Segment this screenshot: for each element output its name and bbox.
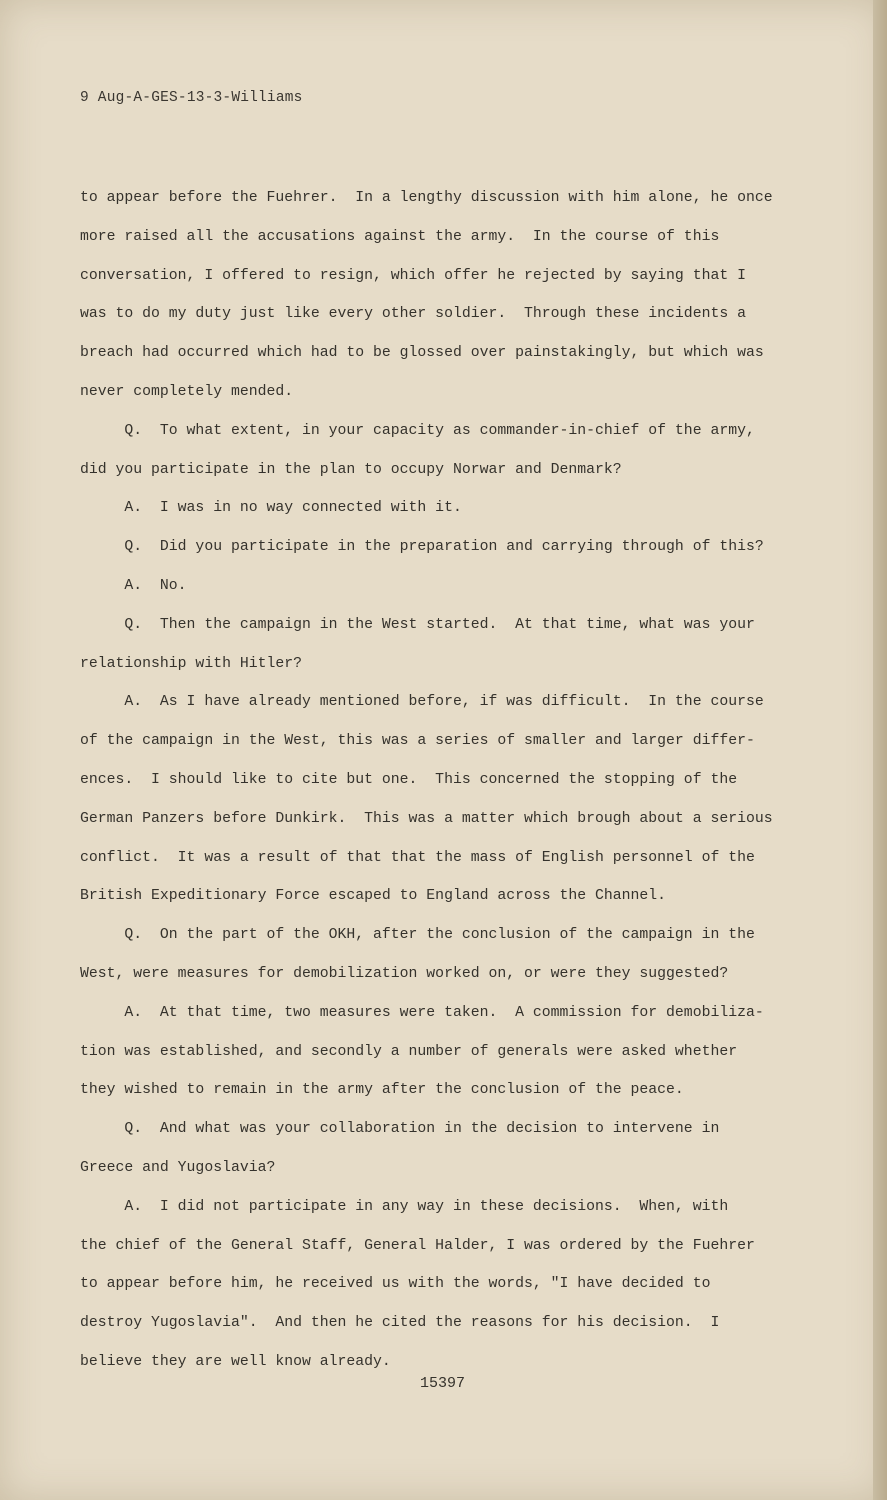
text-line: believe they are well know already. <box>80 1353 391 1370</box>
question-line: Q. Did you participate in the preparation and carrying through of this? <box>80 539 764 556</box>
text-line: they wished to remain in the army after the conclusion of the peace. <box>80 1082 684 1099</box>
question-line: Q. On the part of the OKH, after the conclusion of the campaign in the <box>80 927 755 944</box>
question-line: Q. Then the campaign in the West started. At that time, what was your <box>80 616 755 633</box>
text-line: West, were measures for demobilization worked on, or were they suggested? <box>80 965 729 982</box>
question-line: Q. And what was your collaboration in the decision to intervene in <box>80 1121 720 1138</box>
answer-line: A. I was in no way connected with it. <box>80 500 462 517</box>
text-line: the chief of the General Staff, General Halder, I was ordered by the Fuehrer <box>80 1237 755 1254</box>
page-edge <box>873 0 887 1500</box>
text-line: Greece and Yugoslavia? <box>80 1159 276 1176</box>
question-line: Q. To what extent, in your capacity as commander-in-chief of the army, <box>80 422 755 439</box>
answer-line: A. No. <box>80 577 187 594</box>
transcript-body <box>80 186 825 1389</box>
text-line: was to do my duty just like every other soldier. Through these incidents a <box>80 306 746 323</box>
text-line: ences. I should like to cite but one. This concerned the stopping of the <box>80 771 738 788</box>
answer-line: A. As I have already mentioned before, if was difficult. In the course <box>80 694 764 711</box>
text-line: destroy Yugoslavia". And then he cited the reasons for his decision. I <box>80 1315 720 1332</box>
answer-line: A. I did not participate in any way in these decisions. When, with <box>80 1198 729 1215</box>
text-line: breach had occurred which had to be glossed over painstakingly, but which was <box>80 345 764 362</box>
text-line: conflict. It was a result of that that the mass of English personnel of the <box>80 849 755 866</box>
text-line: never completely mended. <box>80 383 294 400</box>
text-line: British Expeditionary Force escaped to England across the Channel. <box>80 888 667 905</box>
text-line: to appear before the Fuehrer. In a lengthy discussion with him alone, he once <box>80 190 773 206</box>
text-line: to appear before him, he received us with the words, "I have decided to <box>80 1276 711 1293</box>
text-line: more raised all the accusations against the army. In the course of this <box>80 228 720 245</box>
document-header: 9 Aug-A-GES-13-3-Williams <box>80 90 303 106</box>
text-line: German Panzers before Dunkirk. This was a matter which brough about a serious <box>80 810 773 827</box>
text-line: relationship with Hitler? <box>80 655 302 672</box>
text-line: of the campaign in the West, this was a series of smaller and larger differ- <box>80 733 755 750</box>
answer-line: A. At that time, two measures were taken. A commission for demobiliza- <box>80 1004 764 1021</box>
text-line: did you participate in the plan to occupy Norwar and Denmark? <box>80 461 622 478</box>
text-line: tion was established, and secondly a number of generals were asked whether <box>80 1043 738 1060</box>
page-number: 15397 <box>420 1375 466 1392</box>
text-line: conversation, I offered to resign, which offer he rejected by saying that I <box>80 267 746 284</box>
